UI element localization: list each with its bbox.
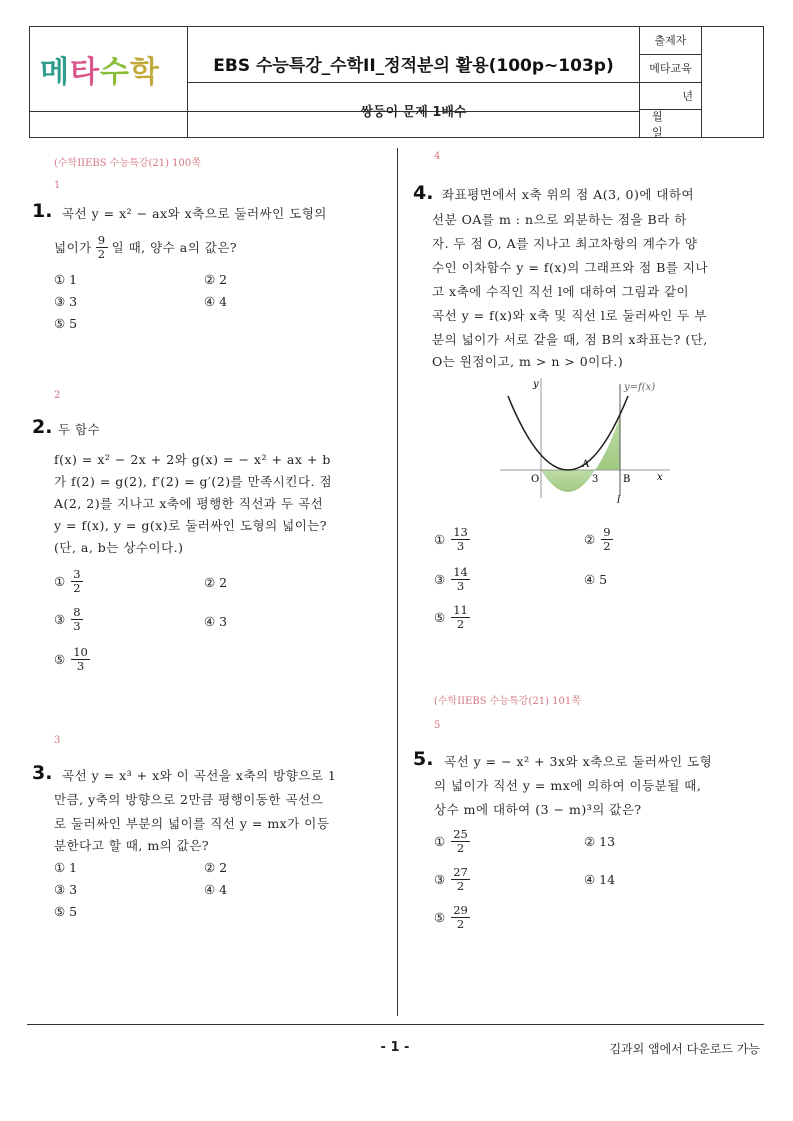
q3-option-1[interactable]: ① 1	[54, 860, 78, 875]
q3-option-2[interactable]: ② 2	[204, 860, 228, 875]
q3-number: 3.	[32, 762, 53, 784]
q2-line6: (단, a, b는 상수이다.)	[54, 540, 184, 555]
q1-option-5[interactable]: ⑤ 5	[54, 316, 78, 331]
q4-line3: 자. 두 점 O, A를 지나고 최고차항의 계수가 양	[432, 236, 698, 251]
q2-line3: 가 f(2) = g(2), f′(2) = g′(2)를 만족시킨다. 점	[54, 474, 333, 489]
q4-line7: 분의 넓이가 서로 같을 때, 점 B의 x좌표는? (단,	[432, 332, 708, 347]
page-number: - 1 -	[380, 1040, 410, 1055]
graph-label-x: x	[657, 472, 663, 483]
q3-line2: 만큼, y축의 방향으로 2만큼 평행이동한 곡선으	[54, 792, 324, 807]
q5-option-1[interactable]: ① $\frac{25}{2}$	[434, 827, 468, 855]
q5-line3: 상수 m에 대하여 (3 − m)³의 값은?	[434, 802, 642, 817]
q2-option-5[interactable]: ⑤ $\frac{10}{3}$	[54, 645, 88, 673]
q3-line1: 곡선 y = x³ + x와 이 곡선을 x축의 방향으로 1	[62, 768, 337, 783]
q4-id: 4	[434, 151, 441, 162]
q2-line5: y = f(x), y = g(x)로 둘러싸인 도형의 넓이는?	[54, 518, 328, 533]
q4-number: 4.	[413, 182, 434, 204]
q3-line4: 분한다고 할 때, m의 값은?	[54, 838, 210, 853]
worksheet-header	[29, 26, 764, 138]
meta-column	[640, 27, 702, 138]
q4-line1: 좌표평면에서 x축 위의 점 A(3, 0)에 대하여	[442, 187, 695, 202]
q2-number: 2.	[32, 416, 53, 438]
q2-option-1[interactable]: ① $\frac{3}{2}$	[54, 567, 81, 595]
q4-option-5[interactable]: ⑤ $\frac{11}{2}$	[434, 603, 468, 631]
graph-label-curve: y=f(x)	[624, 382, 656, 393]
q4-option-3[interactable]: ③ $\frac{14}{3}$	[434, 565, 468, 593]
q1-stem	[62, 202, 362, 226]
q1-line1: 곡선 y = x² − ax와 x축으로 둘러싸인 도형의	[62, 206, 327, 221]
brand-logo: 메 타 수 학	[40, 55, 160, 90]
q4-line2: 선분 OA를 m : n으로 외분하는 점을 B라 하	[432, 212, 687, 227]
graph-label-b: B	[623, 474, 631, 485]
q1-line2-post: 일 때, 양수 a의 값은?	[111, 239, 238, 255]
worksheet-subtitle: 쌍둥이 문제 1배수	[360, 105, 467, 120]
author-label: 출제자	[640, 27, 701, 55]
q1-option-3[interactable]: ③ 3	[54, 294, 78, 309]
q5-option-2[interactable]: ② 13	[584, 834, 616, 849]
q2-option-4[interactable]: ④ 3	[204, 614, 228, 629]
graph-label-o: O	[531, 474, 540, 485]
q4-line5: 고 x축에 수직인 직선 l에 대하여 그림과 같이	[432, 284, 690, 299]
q5-line1: 곡선 y = − x² + 3x와 x축으로 둘러싸인 도형	[444, 754, 713, 769]
author-value: 메타교육	[640, 55, 701, 83]
graph-label-y: y	[533, 379, 539, 390]
q5-option-5[interactable]: ⑤ $\frac{29}{2}$	[434, 903, 468, 931]
graph-label-l: l	[617, 495, 621, 504]
q4-parabola-graph	[500, 374, 680, 504]
q2-line1: 두 함수	[58, 422, 101, 437]
blank-cell	[30, 112, 188, 138]
graph-label-3: 3	[592, 474, 599, 485]
graph-label-a: A	[582, 459, 590, 470]
q1-option-4[interactable]: ④ 4	[204, 294, 228, 309]
q5-id: 5	[434, 720, 441, 731]
download-note: 김과외 앱에서 다운로드 가능	[609, 1042, 760, 1056]
q5-number: 5.	[413, 748, 434, 770]
source-note-left: (수학IIEBS 수능특강(21) 100쪽	[54, 158, 201, 169]
q2-id: 2	[54, 390, 61, 401]
q1-number: 1.	[32, 200, 53, 222]
column-divider	[397, 148, 398, 1016]
subtitle-cell	[188, 82, 640, 138]
q1-fraction: $\frac{9}{2}$	[97, 233, 106, 261]
q4-option-1[interactable]: ① $\frac{13}{3}$	[434, 525, 468, 553]
q5-option-4[interactable]: ④ 14	[584, 872, 616, 887]
q5-option-3[interactable]: ③ $\frac{27}{2}$	[434, 865, 468, 893]
q1-option-1[interactable]: ① 1	[54, 272, 78, 287]
q2-line2: f(x) = x² − 2x + 2와 g(x) = − x² + ax + b	[54, 452, 331, 467]
q2-option-2[interactable]: ② 2	[204, 575, 228, 590]
q5-line2: 의 넓이가 직선 y = mx에 의하여 이등분될 때,	[434, 778, 702, 793]
footer-rule	[27, 1024, 764, 1025]
q4-option-2[interactable]: ② $\frac{9}{2}$	[584, 525, 611, 553]
q4-line8: O는 원점이고, m > n > 0이다.)	[432, 354, 624, 369]
q4-line4: 수인 이차함수 y = f(x)의 그래프와 점 B를 지나	[432, 260, 709, 275]
q3-option-4[interactable]: ④ 4	[204, 882, 228, 897]
q4-line6: 곡선 y = f(x)와 x축 및 직선 l로 둘러싸인 두 부	[432, 308, 707, 323]
year-label: 년	[640, 83, 701, 111]
month-day-label: 월 일	[652, 110, 677, 140]
q3-line3: 로 둘러싸인 부분의 넓이를 직선 y = mx가 이등	[54, 816, 330, 831]
q2-line4: A(2, 2)를 지나고 x축에 평행한 직선과 두 곡선	[54, 496, 324, 511]
q3-option-3[interactable]: ③ 3	[54, 882, 78, 897]
q3-option-5[interactable]: ⑤ 5	[54, 904, 78, 919]
q1-line2	[54, 234, 364, 261]
q2-option-3[interactable]: ③ $\frac{8}{3}$	[54, 605, 81, 633]
logo-cell	[30, 27, 188, 112]
shaded-region-above	[595, 416, 620, 470]
source-note-right: (수학IIEBS 수능특강(21) 101쪽	[434, 696, 581, 707]
q1-id: 1	[54, 180, 61, 191]
worksheet-title: EBS 수능특강_수학II_정적분의 활용(100p~103p)	[213, 56, 614, 76]
q1-line2-pre: 넓이가	[54, 239, 92, 255]
q3-id: 3	[54, 735, 61, 746]
q1-option-2[interactable]: ② 2	[204, 272, 228, 287]
shaded-region-below	[541, 470, 595, 492]
q4-option-4[interactable]: ④ 5	[584, 572, 608, 587]
